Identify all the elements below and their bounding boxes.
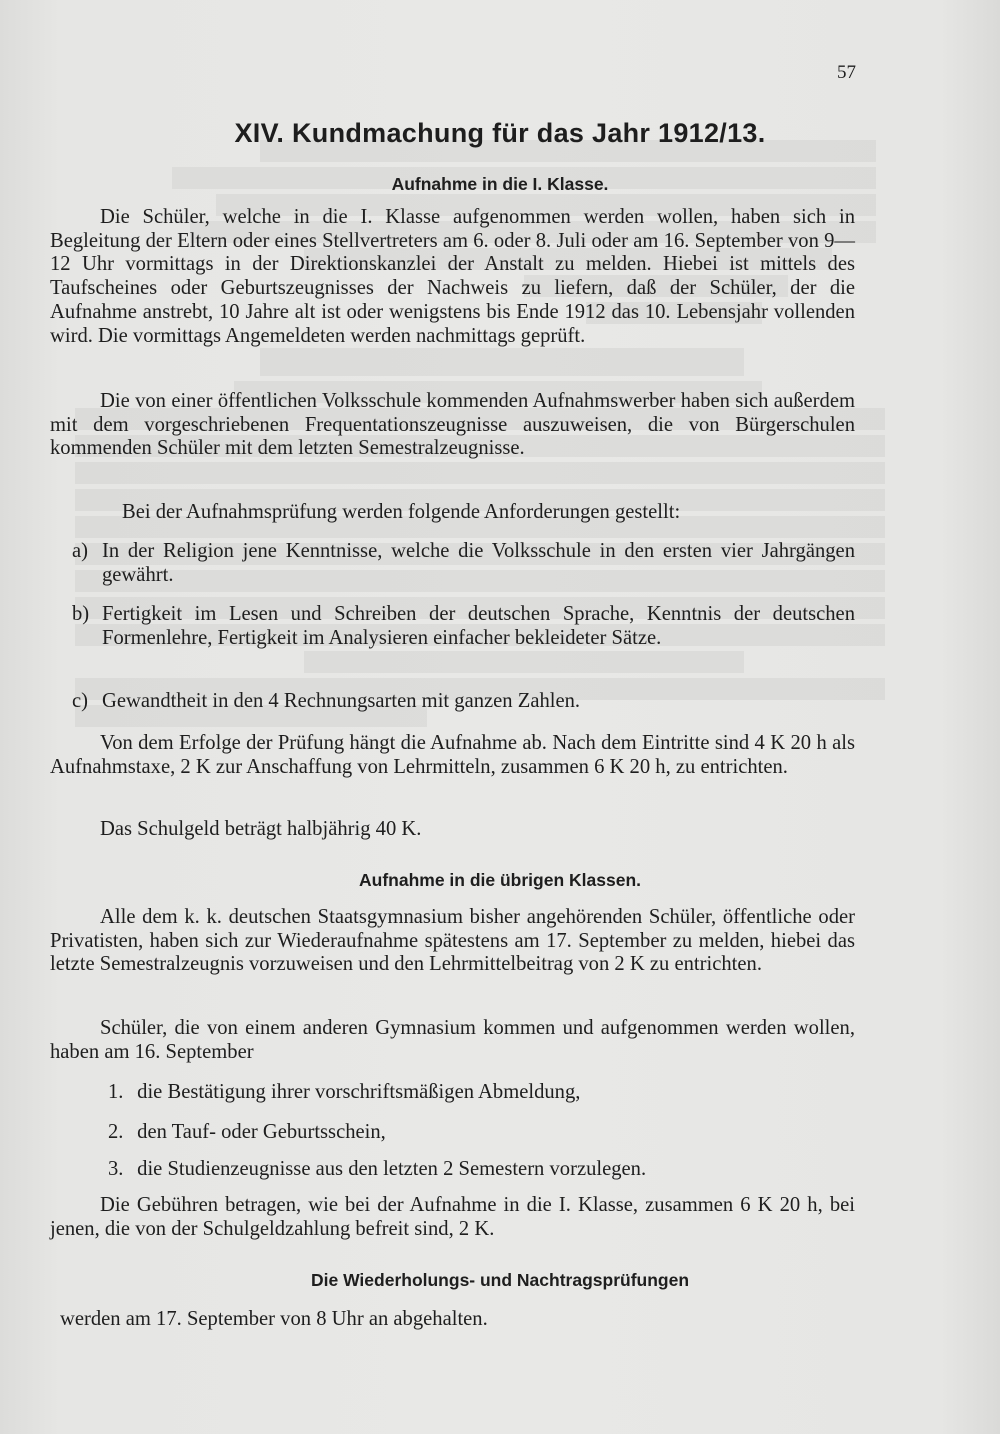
paragraph-requirements-intro: Bei der Aufnahmsprüfung werden folgende Anforderungen gestellt: bbox=[122, 501, 681, 523]
list-item bbox=[108, 1080, 868, 1104]
item-text: In der Religion jene Kenntnisse, welche die Volksschule in den ersten vier Jahrgängen gewährt. bbox=[102, 540, 855, 586]
requirement-item-b bbox=[50, 603, 855, 650]
requirement-item-a bbox=[50, 540, 855, 587]
item-label: a) bbox=[72, 540, 88, 562]
paragraph-exam-date: werden am 17. September von 8 Uhr an abgehalten. bbox=[60, 1308, 488, 1330]
paragraph-fees: Von dem Erfolge der Prüfung hängt die Aufnahme ab. Nach dem Eintritte sind 4 K 20 h als Aufnahmstaxe, 2 K zur Anschaffung von Lehrmitteln, zusammen 6 K 20 h, zu entrichten. bbox=[50, 732, 855, 778]
item-label: c) bbox=[72, 690, 88, 712]
section-heading-repeat-exams: Die Wiederholungs- und Nachtragsprüfungen bbox=[310, 1270, 690, 1290]
page-title: XIV. Kundmachung für das Jahr 1912/13. bbox=[234, 118, 766, 148]
paragraph-admission-registration: Die Schüler, welche in die I. Klasse aufgenommen werden wollen, haben sich in Begleitung der Eltern oder eines Stellvertreters am 6. oder 8. Juli oder am 16. September von 9—12 Uhr vormittags in der Direktionskanzlei der Anstalt zu melden. Hiebei ist mittels des Taufscheines oder Geburtszeugnisses der Nachweis zu liefern, daß der Schüler, der die Aufnahme anstrebt, 10 Jahre alt ist oder wenigstens bis Ende 1912 das 10. Lebensjahr vollenden wird. Die vormittags Angemeldeten werden nachmittags geprüft. bbox=[50, 206, 855, 347]
section-heading-first-class: Aufnahme in die I. Klasse. bbox=[391, 174, 609, 194]
item-text: den Tauf- oder Geburtsschein, bbox=[137, 1121, 386, 1143]
item-number: 2. bbox=[108, 1121, 124, 1143]
list-item bbox=[108, 1120, 868, 1144]
paragraph-transfer-fees: Die Gebühren betragen, wie bei der Aufnahme in die I. Klasse, zusammen 6 K 20 h, bei jenen, die von der Schulgeldzahlung befreit sind, 2 K. bbox=[50, 1194, 855, 1240]
paragraph-school-fee: Das Schulgeld beträgt halbjährig 40 K. bbox=[100, 818, 422, 840]
item-text: die Studienzeugnisse aus den letzten 2 Semestern vorzulegen. bbox=[137, 1158, 647, 1180]
list-item bbox=[108, 1157, 868, 1181]
paragraph-readmission: Alle dem k. k. deutschen Staatsgymnasium bisher angehörenden Schüler, öffentliche oder Privatisten, haben sich zur Wiederaufnahme spätestens am 17. September zu melden, hiebei das letzte Semestralzeugnis vorzuweisen und den Lehrmittelbeitrag von 2 K zu entrichten. bbox=[50, 906, 855, 976]
section-heading-other-classes: Aufnahme in die übrigen Klassen. bbox=[359, 870, 641, 890]
item-number: 3. bbox=[108, 1158, 124, 1180]
item-text: Fertigkeit im Lesen und Schreiben der deutschen Sprache, Kenntnis der deutschen Formenlehre, Fertigkeit im Analysieren einfacher bekleideter Sätze. bbox=[102, 603, 855, 649]
requirement-item-c bbox=[50, 690, 855, 714]
paragraph-transfer-students: Schüler, die von einem anderen Gymnasium kommen und aufgenommen werden wollen, haben am 16. September bbox=[50, 1017, 855, 1063]
paragraph-frequentation: Die von einer öffentlichen Volksschule kommenden Aufnahmswerber haben sich außerdem mit dem vorgeschriebenen Frequentationszeugnisse auszuweisen, die von Bürgerschulen kommenden Schüler mit dem letzten Semestralzeugnisse. bbox=[50, 390, 855, 460]
item-label: b) bbox=[72, 603, 90, 625]
item-text: die Bestätigung ihrer vorschriftsmäßigen Abmeldung, bbox=[137, 1081, 581, 1103]
item-text: Gewandtheit in den 4 Rechnungsarten mit ganzen Zahlen. bbox=[102, 690, 581, 712]
item-number: 1. bbox=[108, 1081, 124, 1103]
page-number: 57 bbox=[837, 62, 856, 83]
